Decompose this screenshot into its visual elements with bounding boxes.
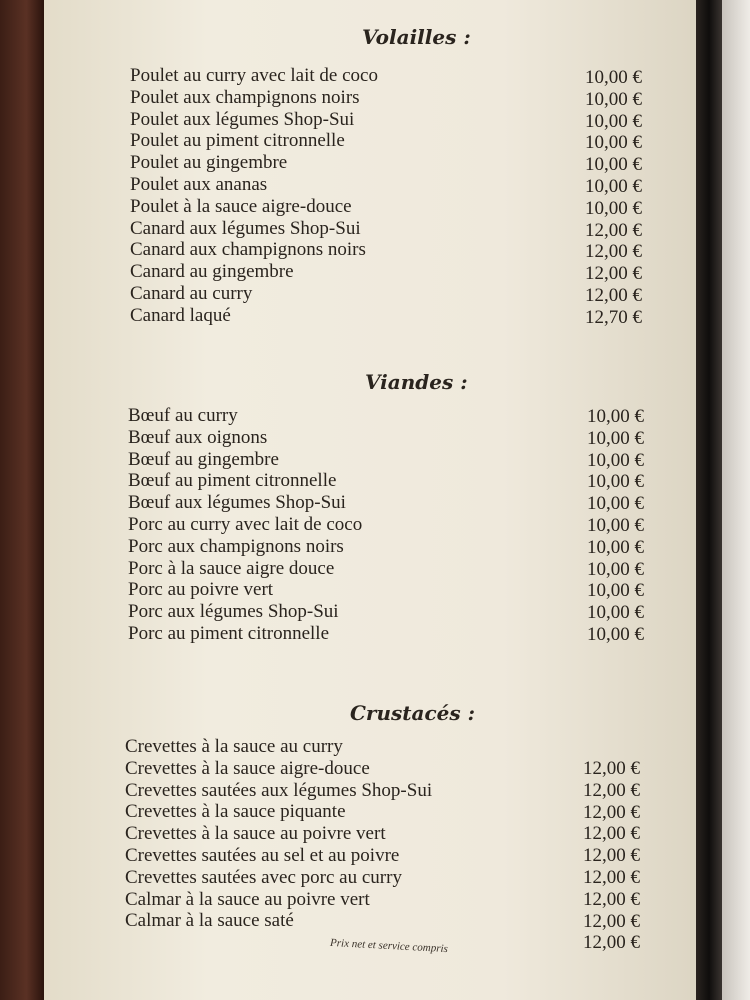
menu-price: 12,00 € [583,932,640,954]
menu-item: Poulet au curry avec lait de coco [130,65,378,86]
menu-item: Bœuf aux oignons [128,426,268,448]
menu-price: 12,00 € [583,758,640,779]
menu-price: 10,00 € [587,602,644,624]
menu-item: Crevettes à la sauce aigre-douce [125,757,370,779]
menu-item: Calmar à la sauce au poivre vert [125,888,370,910]
menu-price: 12,00 € [585,263,642,285]
menu-price: 10,00 € [585,67,642,88]
section-title-viandes: Viandes : [365,370,468,394]
menu-item: Crevettes sautées au sel et au poivre [125,844,400,866]
menu-price: 10,00 € [587,536,644,558]
section-title-volailles: Volailles : [362,25,471,49]
menu-item: Poulet au piment citronnelle [130,130,345,152]
crustaces-items [125,736,432,932]
menu-item: Porc à la sauce aigre douce [128,557,335,579]
menu-item: Canard aux champignons noirs [130,239,366,261]
menu-item: Porc au poivre vert [128,579,274,601]
menu-item: Porc au curry avec lait de coco [128,513,363,535]
menu-item: Porc au piment citronnelle [128,622,330,644]
menu-item: Crevettes sautées aux légumes Shop-Sui [125,779,433,801]
menu-item: Bœuf au gingembre [128,448,279,470]
volailles-items [130,65,378,327]
menu-item: Poulet à la sauce aigre-douce [130,195,352,217]
menu-price: 12,70 € [585,306,642,328]
menu-price: 10,00 € [587,580,644,602]
menu-price: 12,00 € [585,284,642,306]
menu-item: Poulet au gingembre [130,152,288,174]
menu-price: 10,00 € [587,406,644,427]
menu-price: 10,00 € [585,175,642,197]
menu-item: Canard au gingembre [130,261,294,283]
menu-item: Poulet aux légumes Shop-Sui [130,108,355,130]
menu-price: 12,00 € [585,219,642,241]
menu-item: Canard laqué [130,304,231,326]
menu-price: 10,00 € [585,88,642,110]
leather-cover [0,0,44,1000]
menu-item: Bœuf au piment citronnelle [128,470,337,492]
menu-item: Bœuf au curry [128,405,238,426]
menu-price: 10,00 € [585,110,642,132]
menu-price: 10,00 € [587,449,644,471]
menu-item: Calmar à la sauce saté [125,910,294,932]
menu-item: Porc aux légumes Shop-Sui [128,601,339,623]
menu-price: 10,00 € [587,623,644,645]
menu-price: 12,00 € [583,779,640,801]
section-title-crustaces: Crustacés : [350,701,475,725]
background [722,0,750,1000]
menu-price: 10,00 € [587,493,644,515]
viandes-items [128,405,362,645]
menu-price: 10,00 € [585,132,642,154]
menu-price: 12,00 € [585,241,642,263]
menu-price: 12,00 € [583,910,640,932]
menu-price: 10,00 € [587,427,644,449]
menu-item: Crevettes sautées avec porc au curry [125,866,402,888]
menu-item: Crevettes à la sauce au poivre vert [125,823,386,845]
menu-item: Crevettes à la sauce au curry [125,736,343,757]
menu-price: 10,00 € [587,558,644,580]
menu-price: 12,00 € [583,866,640,888]
menu-item: Canard aux légumes Shop-Sui [130,217,361,239]
menu-price: 10,00 € [585,154,642,176]
menu-item: Canard au curry [130,282,253,304]
menu-item: Porc aux champignons noirs [128,535,344,557]
volailles-prices [552,67,642,329]
menu-item: Bœuf aux légumes Shop-Sui [128,492,346,514]
viandes-prices [554,406,644,646]
menu-price: 12,00 € [583,801,640,823]
menu-price: 12,00 € [583,845,640,867]
crustaces-prices [550,758,640,954]
menu-binding [696,0,722,1000]
menu-price: 10,00 € [587,471,644,493]
menu-item: Poulet aux champignons noirs [130,86,360,108]
menu-price: 10,00 € [587,514,644,536]
footer-note: Prix net et service compris [329,936,449,956]
menu-item: Poulet aux ananas [130,173,268,195]
menu-price: 12,00 € [583,823,640,845]
menu-price: 12,00 € [583,888,640,910]
menu-price: 10,00 € [585,197,642,219]
menu-item: Crevettes à la sauce piquante [125,801,346,823]
